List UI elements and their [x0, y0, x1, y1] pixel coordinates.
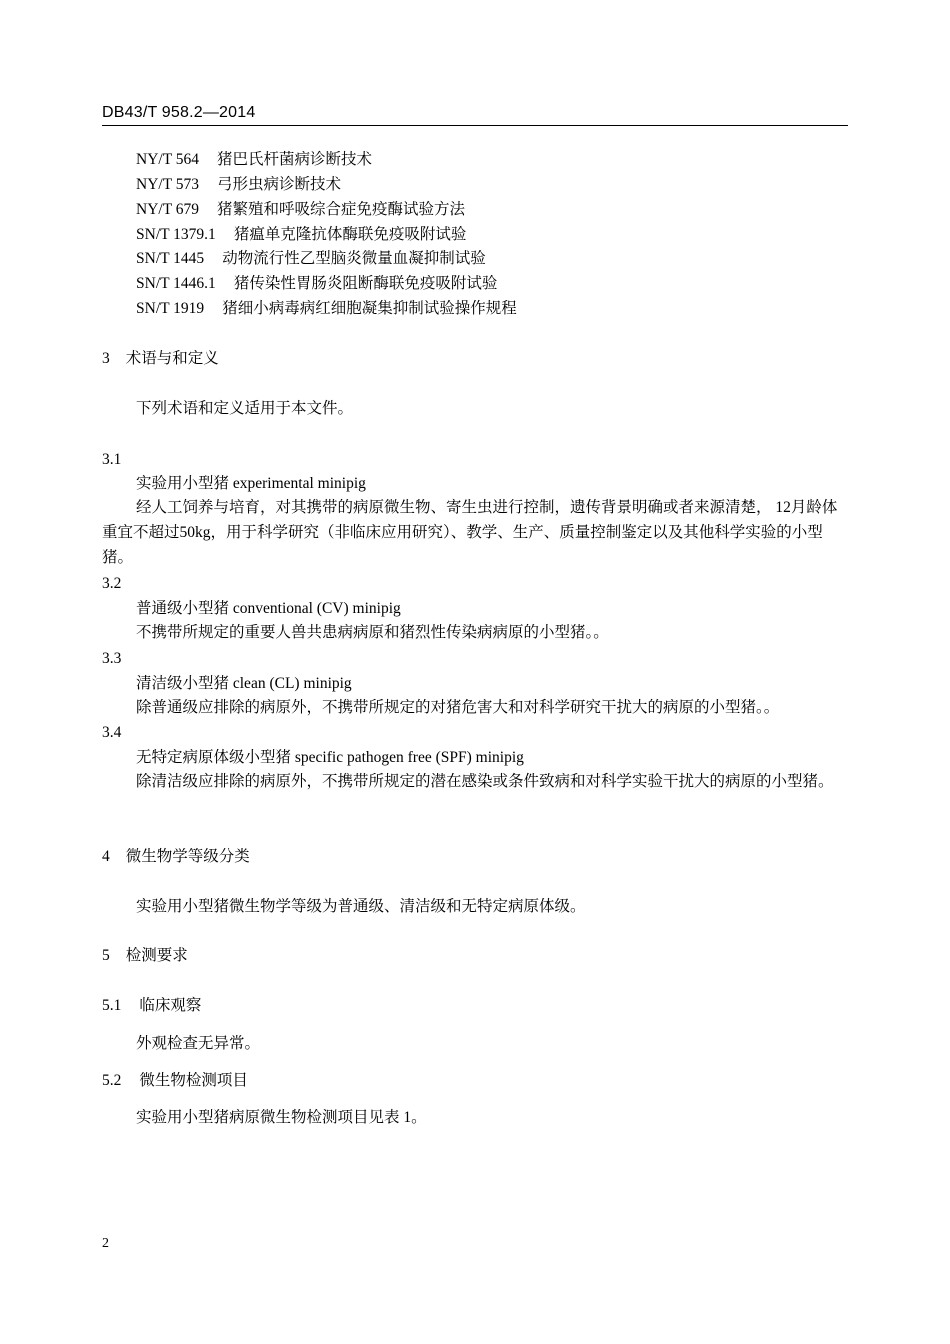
term-name: 实验用小型猪 experimental minipig	[136, 475, 366, 492]
section-body: 实验用小型猪微生物学等级为普通级、清洁级和无特定病原体级。	[136, 898, 586, 915]
reference-code: SN/T 1919	[136, 300, 205, 317]
reference-code: NY/T 679	[136, 201, 200, 218]
reference-title: 猪瘟单克隆抗体酶联免疫吸附试验	[233, 226, 467, 243]
reference-title: 猪巴氏杆菌病诊断技术	[217, 151, 373, 168]
reference-item	[136, 249, 486, 269]
reference-title: 猪繁殖和呼吸综合症免疫酶试验方法	[217, 201, 466, 218]
term-definition: 不携带所规定的重要人兽共患病病原和猪烈性传染病病原的小型猪。。	[136, 624, 609, 641]
section-title: 检测要求	[125, 947, 188, 964]
subsection-body: 外观检查无异常。	[136, 1035, 261, 1052]
section-number: 4	[102, 848, 110, 865]
section-heading	[102, 946, 188, 966]
subsection-body: 实验用小型猪病原微生物检测项目见表 1。	[136, 1109, 427, 1126]
subsection-number: 5.1	[102, 997, 122, 1014]
section-intro: 下列术语和定义适用于本文件。	[136, 400, 354, 417]
section-title: 术语与和定义	[125, 350, 219, 367]
term-name: 清洁级小型猪 clean (CL) minipig	[136, 675, 352, 692]
term-definition: 经人工饲养与培育，对其携带的病原微生物、寄生虫进行控制，遗传背景明确或者来源清楚， 12月龄体重宜不超过50kg，用于科学研究（非临床应用研究）、教学、生产、质量控制鉴定以及其他科学实验的小型猪。	[102, 499, 838, 566]
term-number: 3.1	[102, 451, 122, 468]
reference-title: 猪细小病毒病红细胞凝集抑制试验操作规程	[222, 300, 517, 317]
reference-title: 猪传染性胃肠炎阻断酶联免疫吸附试验	[233, 275, 498, 292]
term-number: 3.2	[102, 575, 122, 592]
reference-item	[136, 200, 465, 220]
document-code: DB43/T 958.2—2014	[102, 104, 256, 121]
reference-code: NY/T 573	[136, 176, 200, 193]
subsection-number: 5.2	[102, 1072, 122, 1089]
reference-item	[136, 150, 372, 170]
subsection-heading	[102, 996, 201, 1016]
reference-item	[136, 299, 517, 319]
term-definition: 除普通级应排除的病原外，不携带所规定的对猪危害大和对科学研究干扰大的病原的小型猪。。	[136, 699, 780, 716]
header-rule	[102, 125, 848, 126]
subsection-title: 微生物检测项目	[139, 1072, 248, 1089]
reference-title: 弓形虫病诊断技术	[217, 176, 342, 193]
reference-item	[136, 225, 466, 245]
term-definition: 除清洁级应排除的病原外，不携带所规定的潜在感染或条件致病和对科学实验干扰大的病原的小型猪。	[136, 773, 834, 790]
page-number: 2	[102, 1236, 109, 1251]
section-number: 3	[102, 350, 110, 367]
term-number: 3.3	[102, 650, 122, 667]
section-number: 5	[102, 947, 110, 964]
section-heading	[102, 349, 219, 369]
reference-code: SN/T 1379.1	[136, 226, 216, 243]
term-name: 无特定病原体级小型猪 specific pathogen free (SPF) minipig	[136, 749, 524, 766]
subsection-title: 临床观察	[139, 997, 202, 1014]
section-heading	[102, 847, 250, 867]
reference-item	[136, 175, 341, 195]
reference-code: SN/T 1445	[136, 250, 205, 267]
section-title: 微生物学等级分类	[125, 848, 250, 865]
reference-title: 动物流行性乙型脑炎微量血凝抑制试验	[222, 250, 486, 267]
term-name: 普通级小型猪 conventional (CV) minipig	[136, 600, 401, 617]
reference-item	[136, 274, 497, 294]
term-number: 3.4	[102, 724, 122, 741]
reference-code: SN/T 1446.1	[136, 275, 216, 292]
subsection-heading	[102, 1071, 248, 1091]
reference-code: NY/T 564	[136, 151, 200, 168]
